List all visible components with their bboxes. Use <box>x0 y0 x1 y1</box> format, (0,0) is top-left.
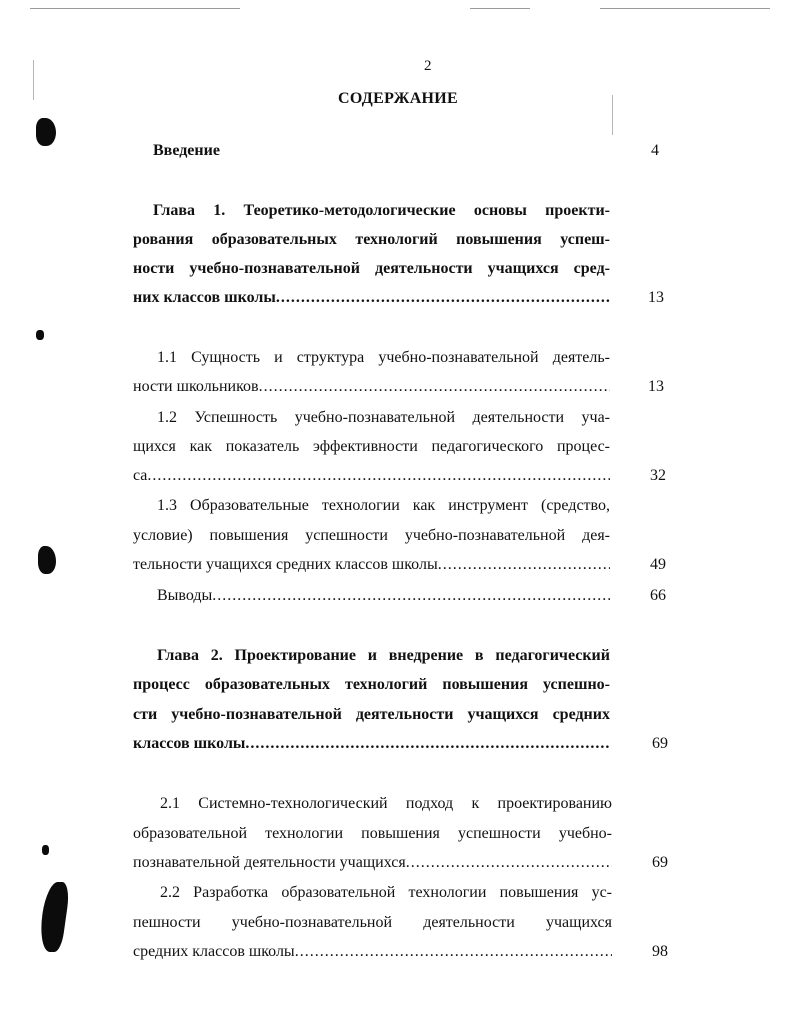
toc-section-line: тельности учащихся средних классов школы <box>133 556 438 573</box>
toc-page-number: 13 <box>648 289 664 306</box>
scan-edge-line <box>470 8 530 9</box>
scan-edge-line <box>600 8 770 9</box>
toc-section-line-leader <box>133 467 610 485</box>
hole-punch-mark <box>36 118 56 146</box>
hole-punch-mark <box>38 546 56 574</box>
toc-chapter-line: классов школы <box>133 735 246 752</box>
toc-chapter-line: сти учебно-познавательной деятельности учащихся средних <box>133 706 610 723</box>
toc-section-line: 1.1 Сущность и структура учебно-познавательной деятель- <box>157 349 610 366</box>
scan-speck <box>42 845 49 855</box>
toc-section-line: условие) повышения успешности учебно-познавательной дея- <box>133 527 610 544</box>
toc-page-number: 66 <box>650 587 666 604</box>
toc-page-number: 69 <box>652 735 668 752</box>
scan-edge-line <box>30 8 240 9</box>
toc-chapter-line: процесс образовательных технологий повышения успешно- <box>133 676 610 693</box>
toc-section-line: пешности учебно-познавательной деятельности учащихся <box>133 914 612 931</box>
toc-page-number: 69 <box>652 854 668 871</box>
hole-punch-mark <box>37 882 71 952</box>
toc-chapter-line: Глава 1. Теоретико-методологические основы проекти- <box>153 202 610 219</box>
toc-section-line: щихся как показатель эффективности педагогического процес- <box>133 438 610 455</box>
toc-page-number: 32 <box>650 467 666 484</box>
toc-chapter-line: рования образовательных технологий повышения успеш- <box>133 231 610 248</box>
toc-page-number: 49 <box>650 556 666 573</box>
toc-conclusions-leader <box>157 587 610 605</box>
toc-section-line-leader <box>133 556 610 574</box>
toc-section-line-leader <box>133 378 610 396</box>
scan-speck <box>36 330 44 340</box>
toc-chapter-line: них классов школы <box>133 289 276 306</box>
page-title: СОДЕРЖАНИЕ <box>337 90 459 107</box>
toc-section-line: 2.2 Разработка образовательной технологии повышения ус- <box>160 884 612 901</box>
toc-section-line: образовательной технологии повышения успешности учебно- <box>133 825 612 842</box>
toc-section-line-leader <box>133 854 612 872</box>
page-number: 2 <box>424 58 432 74</box>
toc-section-line: средних классов школы <box>133 943 295 960</box>
toc-page-number: 13 <box>648 378 664 395</box>
toc-chapter-line-leader <box>133 735 610 753</box>
toc-page-number: 98 <box>652 943 668 960</box>
toc-page-number: 4 <box>651 142 659 159</box>
toc-section-line: познавательной деятельности учащихся <box>133 854 406 871</box>
toc-chapter-line-leader <box>133 289 610 307</box>
toc-section-line: ности школьников <box>133 378 259 395</box>
toc-entry-intro: Введение <box>153 142 220 159</box>
toc-section-line: са <box>133 467 148 484</box>
toc-section-line-leader <box>133 943 612 961</box>
toc-section-line: 1.2 Успешность учебно-познавательной деятельности уча- <box>157 409 610 426</box>
toc-chapter-line: ности учебно-познавательной деятельности учащихся сред- <box>133 260 610 277</box>
toc-chapter-line: Глава 2. Проектирование и внедрение в педагогический <box>157 647 610 664</box>
toc-section-line: 2.1 Системно-технологический подход к проектированию <box>160 795 612 812</box>
toc-entry-conclusions: Выводы <box>157 587 213 604</box>
toc-section-line: 1.3 Образовательные технологии как инструмент (средство, <box>157 497 610 514</box>
